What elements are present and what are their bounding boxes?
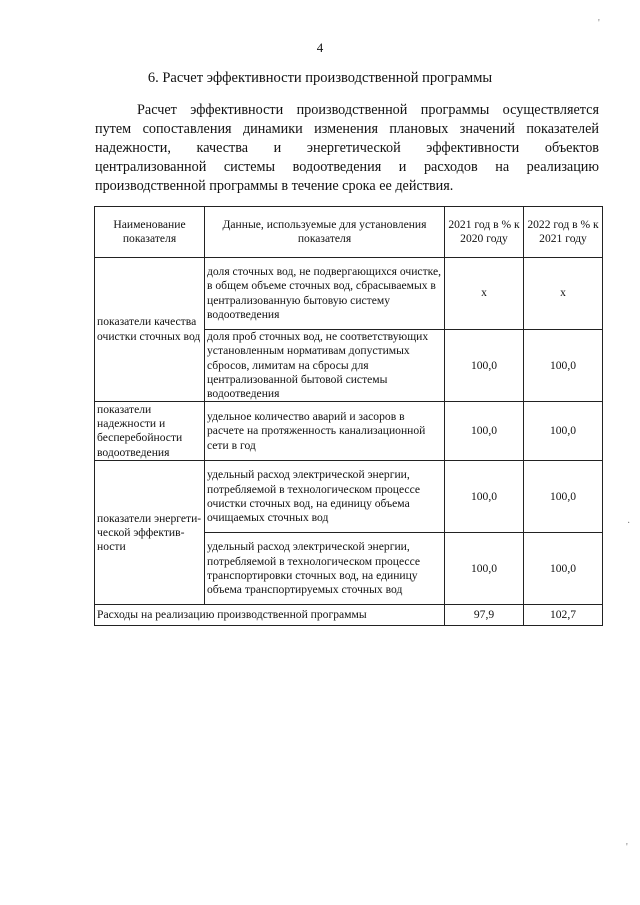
row-description: доля проб сточных вод, не соответствующих установленным нормативам допустимых сбросов, лимитам на сбросы для централизованной бытовой системы водоотведения	[205, 330, 445, 402]
group-name-reliability: показатели надежности и бесперебойности водоотведения	[95, 402, 205, 461]
total-value-2021: 97,9	[445, 605, 524, 626]
row-description: удельный расход электрической энергии, потребляемой в технологическом процессе очистки сточных вод, на единицу объема очищаемых сточных вод	[205, 461, 445, 533]
row-value-2021: 100,0	[445, 402, 524, 461]
table-header-row	[95, 207, 603, 258]
row-description: удельное количество аварий и засоров в расчете на протяженность канализационной сети в год	[205, 402, 445, 461]
header-2021: 2021 год в % к 2020 году	[445, 207, 524, 258]
group-name-quality: показатели качества очистки сточных вод	[95, 258, 205, 402]
total-label: Расходы на реализацию производственной программы	[95, 605, 445, 626]
table-total-row	[95, 605, 603, 626]
total-value-2022: 102,7	[524, 605, 603, 626]
header-2022: 2022 год в % к 2021 году	[524, 207, 603, 258]
row-value-2022: 100,0	[524, 330, 603, 402]
table-row	[95, 461, 603, 533]
row-value-2022: 100,0	[524, 461, 603, 533]
page-number: 4	[316, 40, 324, 55]
group-name-energy: показатели энергети-ческой эффектив-ности	[95, 461, 205, 605]
table-row	[95, 258, 603, 330]
row-value-2022: 100,0	[524, 402, 603, 461]
row-value-2022: 100,0	[524, 533, 603, 605]
row-description: удельный расход электрической энергии, потребляемой в технологическом процессе транспортировки сточных вод, на единицу объема транспортируемых сточных вод	[205, 533, 445, 605]
section-title: 6. Расчет эффективности производственной программы	[147, 70, 493, 86]
table-row	[95, 402, 603, 461]
header-source-data: Данные, используемые для установления показателя	[205, 207, 445, 258]
intro-paragraph: Расчет эффективности производственной программы осуществляется путем сопоставления динамики изменения плановых значений показателей надежности, качества и энергетической эффективности объектов централизованной системы водоотведения и расходов на реализацию производственной программы в течение срока ее действия.	[95, 102, 599, 194]
row-value-2021: 100,0	[445, 533, 524, 605]
row-value-2021: 100,0	[445, 461, 524, 533]
indicators-table	[94, 206, 603, 626]
header-indicator-name: Наименование показателя	[95, 207, 205, 258]
row-value-2021: х	[445, 258, 524, 330]
scan-mark-bottom: '	[626, 842, 628, 853]
scan-mark-top: '	[598, 18, 600, 29]
row-value-2021: 100,0	[445, 330, 524, 402]
row-value-2022: х	[524, 258, 603, 330]
row-description: доля сточных вод, не подвергающихся очистке, в общем объеме сточных вод, сбрасываемых в централизованную бытовую систему водоотведения	[205, 258, 445, 330]
scan-mark-middle: ·	[627, 518, 631, 529]
